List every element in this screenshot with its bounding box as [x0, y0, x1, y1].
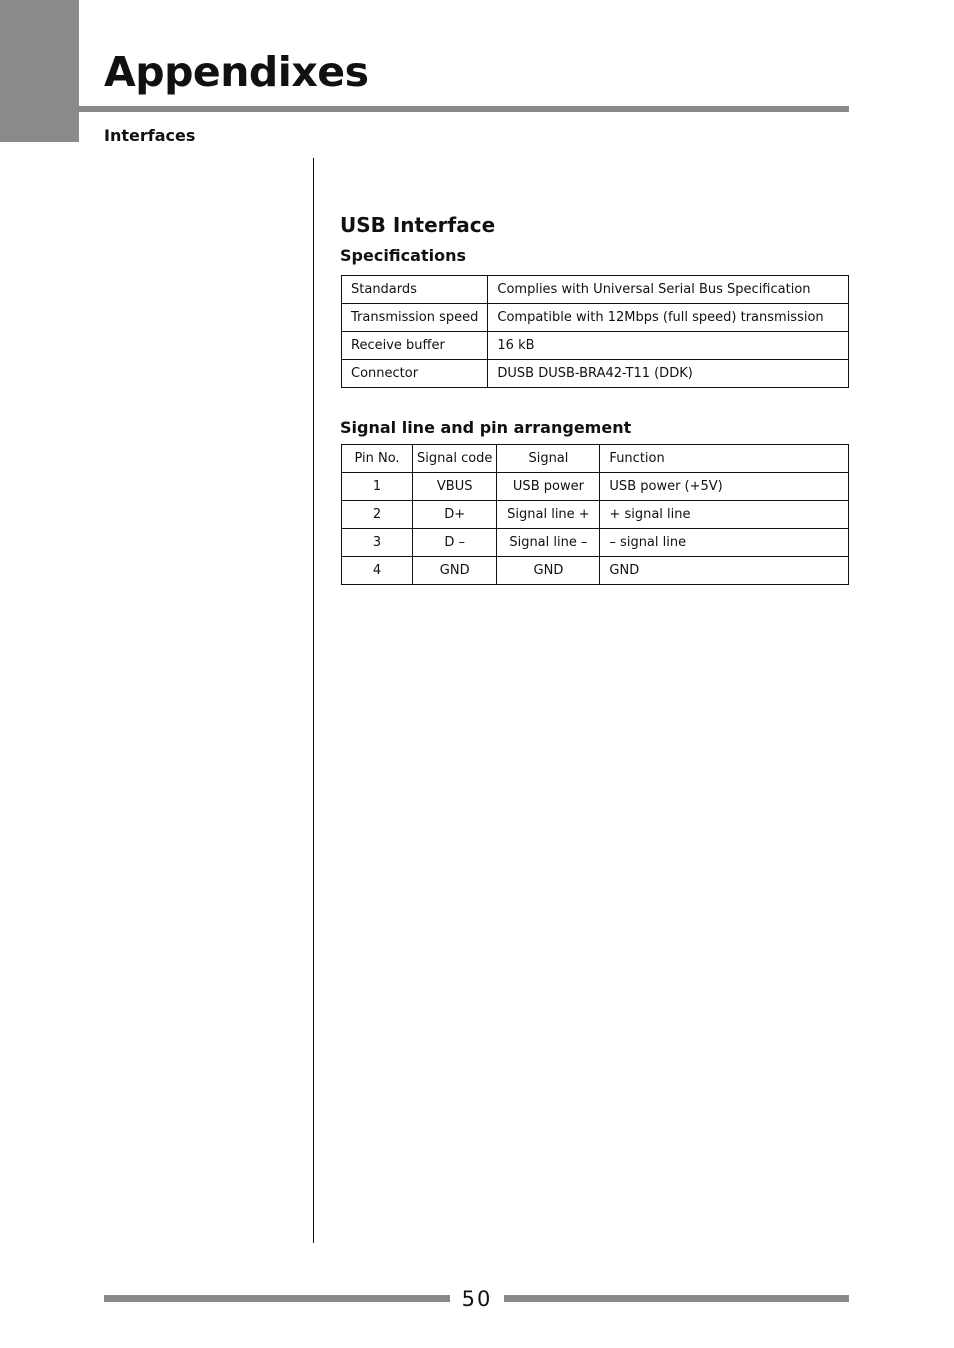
column-header-signal: Signal	[497, 445, 600, 473]
signal-code: D –	[413, 529, 497, 557]
signal-name: GND	[497, 557, 600, 585]
spec-label: Connector	[342, 360, 488, 388]
signal-name: USB power	[497, 473, 600, 501]
signal-function: GND	[600, 557, 849, 585]
pin-number: 3	[342, 529, 413, 557]
signal-function: – signal line	[600, 529, 849, 557]
specifications-heading: Specifications	[340, 246, 466, 265]
column-header-pin-no: Pin No.	[342, 445, 413, 473]
usb-interface-heading: USB Interface	[340, 213, 496, 237]
table-row	[342, 332, 849, 360]
title-rule	[79, 106, 849, 112]
table-row	[342, 473, 849, 501]
pin-number: 2	[342, 501, 413, 529]
table-row	[342, 557, 849, 585]
footer-bar-right	[504, 1295, 849, 1302]
spec-value: 16 kB	[488, 332, 849, 360]
column-header-signal-code: Signal code	[413, 445, 497, 473]
spec-value: DUSB DUSB-BRA42-T11 (DDK)	[488, 360, 849, 388]
table-row	[342, 501, 849, 529]
signal-name: Signal line –	[497, 529, 600, 557]
pin-arrangement-table	[341, 444, 849, 585]
specifications-table	[341, 275, 849, 388]
pin-number: 4	[342, 557, 413, 585]
spec-label: Transmission speed	[342, 304, 488, 332]
table-row	[342, 276, 849, 304]
page-number: 50	[461, 1287, 493, 1311]
spec-label: Receive buffer	[342, 332, 488, 360]
spec-label: Standards	[342, 276, 488, 304]
table-header-row	[342, 445, 849, 473]
table-row	[342, 304, 849, 332]
pin-arrangement-heading: Signal line and pin arrangement	[340, 418, 632, 437]
table-row	[342, 529, 849, 557]
signal-code: VBUS	[413, 473, 497, 501]
signal-name: Signal line +	[497, 501, 600, 529]
column-header-function: Function	[600, 445, 849, 473]
table-row	[342, 360, 849, 388]
signal-code: D+	[413, 501, 497, 529]
signal-function: USB power (+5V)	[600, 473, 849, 501]
chapter-tab-marker	[0, 0, 79, 142]
signal-function: + signal line	[600, 501, 849, 529]
section-label: Interfaces	[104, 126, 196, 145]
spec-value: Compatible with 12Mbps (full speed) transmission	[488, 304, 849, 332]
signal-code: GND	[413, 557, 497, 585]
footer-bar-left	[104, 1295, 450, 1302]
pin-number: 1	[342, 473, 413, 501]
chapter-title: Appendixes	[104, 48, 369, 96]
spec-value: Complies with Universal Serial Bus Specification	[488, 276, 849, 304]
column-divider	[313, 158, 314, 1243]
